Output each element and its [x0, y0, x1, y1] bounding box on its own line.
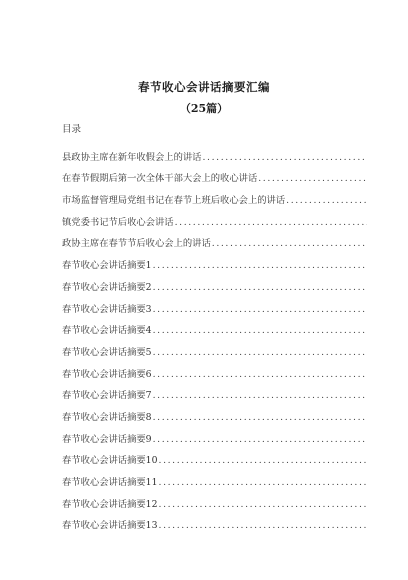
toc-item[interactable]	[62, 250, 367, 272]
toc-item[interactable]	[62, 467, 367, 489]
toc-item[interactable]	[62, 337, 367, 359]
toc-item-text: 春节收心会讲话摘要8	[62, 411, 152, 423]
toc-dot-leader	[158, 520, 367, 532]
toc-dot-leader	[152, 304, 367, 316]
toc-item-text: 春节收心会讲话摘要11	[62, 477, 158, 488]
toc-dot-leader	[201, 152, 367, 164]
toc-item[interactable]	[62, 424, 367, 446]
toc-item[interactable]	[62, 511, 367, 533]
toc-dot-leader	[152, 369, 367, 381]
toc-item[interactable]	[62, 402, 367, 424]
toc-dot-leader	[257, 173, 367, 185]
toc-dot-leader	[285, 195, 367, 207]
toc-item[interactable]	[62, 381, 367, 403]
toc-dot-leader	[158, 455, 367, 467]
toc-item-text: 春节收心会讲话摘要13	[62, 520, 158, 532]
toc-item-text: 县政协主席在新年收假会上的讲话	[62, 151, 202, 163]
toc-item[interactable]	[62, 185, 367, 207]
toc-item[interactable]	[62, 294, 367, 316]
toc-dot-leader	[152, 390, 367, 402]
toc-dot-leader	[152, 260, 367, 272]
toc-item[interactable]	[62, 207, 367, 229]
document-subtitle: （25篇）	[179, 102, 229, 115]
toc-item-text: 春节收心会讲话摘要12	[62, 498, 158, 510]
toc-item[interactable]	[62, 229, 367, 251]
toc-item-text: 镇党委书记节后收心会讲话	[62, 216, 174, 228]
toc-dot-leader	[152, 347, 367, 359]
toc-item-text: 春节收心会讲话摘要3	[62, 303, 152, 315]
toc-item-text: 春节收心会讲话摘要4	[62, 325, 152, 337]
toc-item[interactable]	[62, 446, 367, 468]
toc-heading: 目录	[62, 124, 82, 135]
toc-dot-leader	[152, 282, 367, 294]
toc-item[interactable]	[62, 142, 367, 164]
toc-item-text: 春节收心会讲话摘要2	[62, 281, 152, 293]
toc-item-text: 春节收心会讲话摘要5	[62, 346, 152, 358]
toc-item-text: 春节收心会讲话摘要1	[62, 260, 152, 272]
toc-item[interactable]	[62, 316, 367, 338]
toc-item-text: 政协主席在春节节后收心会上的讲话	[62, 238, 211, 250]
toc-dot-leader	[158, 499, 367, 511]
toc-item[interactable]	[62, 272, 367, 294]
toc-item[interactable]	[62, 489, 367, 511]
toc-dot-leader	[158, 477, 367, 489]
table-of-contents	[62, 142, 367, 532]
toc-dot-leader	[152, 325, 367, 337]
toc-item-text: 春节收心会讲话摘要7	[62, 390, 152, 402]
toc-dot-leader	[174, 217, 367, 229]
toc-item-text: 在春节假期后第一次全体干部大会上的收心讲话	[62, 173, 258, 185]
toc-item-text: 春节收心会讲话摘要6	[62, 368, 152, 380]
toc-item-text: 春节收心会讲话摘要10	[62, 455, 158, 467]
toc-item[interactable]	[62, 359, 367, 381]
toc-dot-leader	[211, 238, 367, 250]
toc-dot-leader	[152, 434, 367, 446]
document-title: 春节收心会讲话摘要汇编	[138, 80, 270, 94]
toc-item-text: 市场监督管理局党组书记在春节上班后收心会上的讲话	[62, 195, 286, 207]
toc-dot-leader	[152, 412, 367, 424]
toc-item-text: 春节收心会讲话摘要9	[62, 433, 152, 445]
toc-item[interactable]	[62, 164, 367, 186]
